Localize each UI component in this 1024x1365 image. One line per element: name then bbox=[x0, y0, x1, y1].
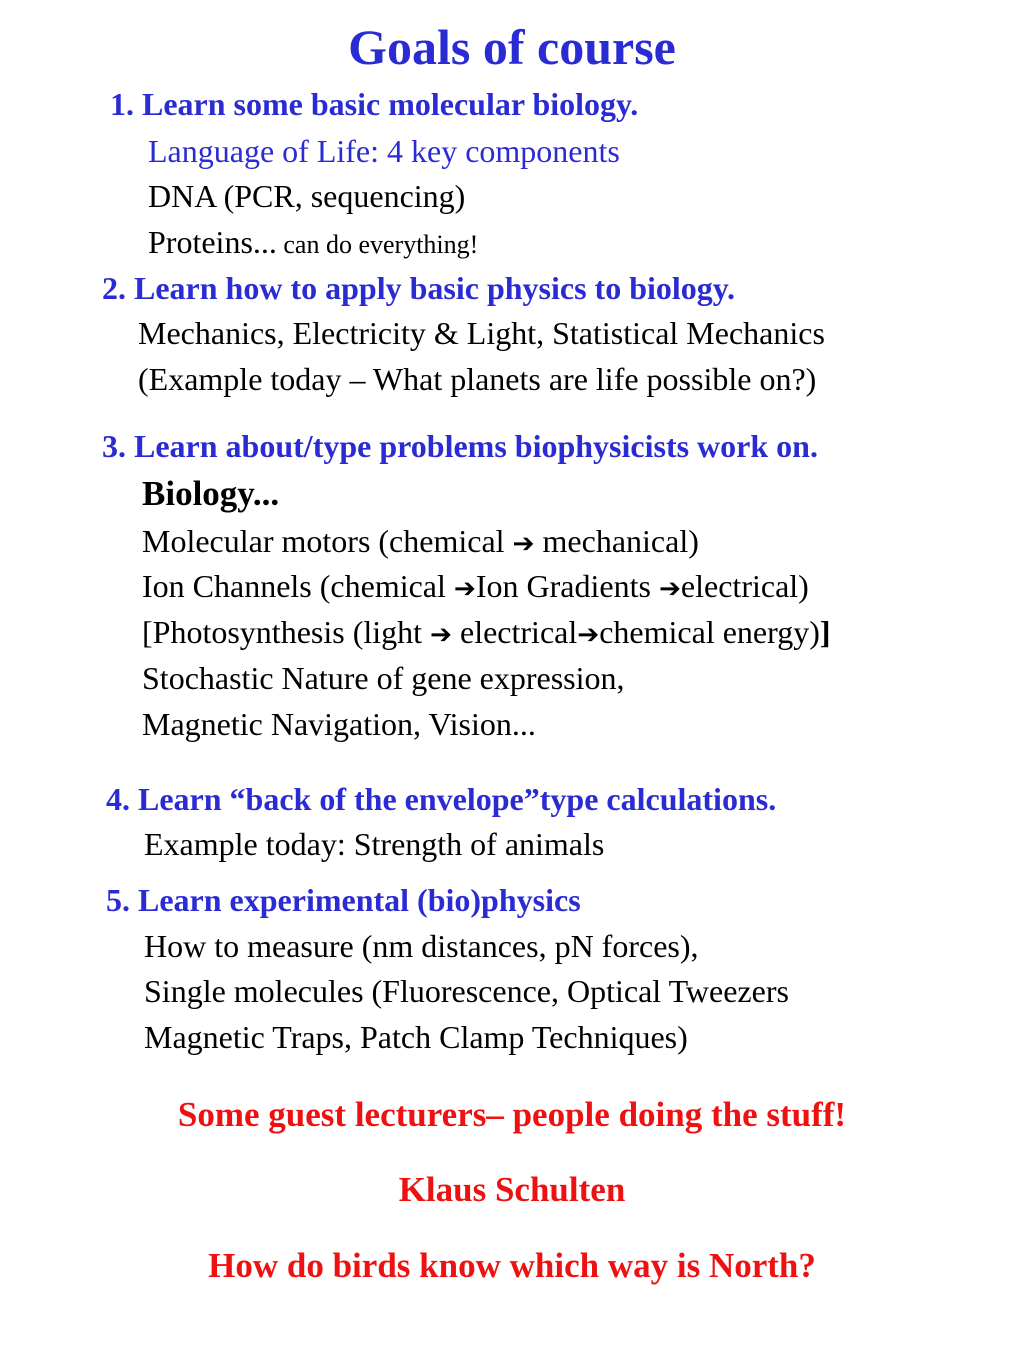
goal-3-line-motors bbox=[142, 525, 699, 557]
goal-1-line-proteins bbox=[148, 226, 478, 258]
ion-text-c: electrical) bbox=[680, 568, 809, 604]
arrow-right-icon: ➔ bbox=[430, 620, 452, 650]
goal-3-line-ion bbox=[142, 570, 809, 602]
ion-text-a: Ion Channels (chemical bbox=[142, 568, 454, 604]
arrow-right-icon: ➔ bbox=[453, 574, 476, 604]
goal-4-line-example: Example today: Strength of animals bbox=[144, 826, 605, 862]
close-quote: ” bbox=[523, 781, 540, 817]
proteins-label: Proteins... bbox=[148, 224, 277, 260]
photo-bracket: ] bbox=[819, 614, 831, 650]
goal-5-line-measure: How to measure (nm distances, pN forces), bbox=[144, 928, 699, 964]
goal-4-heading bbox=[106, 783, 776, 815]
photo-text-b: electrical bbox=[452, 614, 578, 650]
open-quote: “ bbox=[229, 781, 246, 817]
arrow-right-icon: ➔ bbox=[577, 620, 600, 650]
goal-5-line-single-molecules: Single molecules (Fluorescence, Optical Tweezers bbox=[144, 973, 789, 1009]
goal-2-heading: 2. Learn how to apply basic physics to biology. bbox=[102, 270, 735, 306]
goal-3-line-photosynthesis bbox=[142, 616, 831, 648]
goal-3-line-stochastic: Stochastic Nature of gene expression, bbox=[142, 660, 625, 696]
proteins-note: can do everything! bbox=[276, 230, 479, 259]
goal-5-heading: 5. Learn experimental (bio)physics bbox=[106, 882, 581, 918]
goal-3-line-navigation: Magnetic Navigation, Vision... bbox=[142, 706, 536, 742]
arrow-right-icon: ➔ bbox=[512, 529, 535, 559]
goal-1-line-dna: DNA (PCR, sequencing) bbox=[148, 178, 466, 214]
goal-3-subheading: Biology... bbox=[142, 474, 280, 513]
goal-3-heading: 3. Learn about/type problems biophysicists work on. bbox=[102, 428, 818, 464]
arrow-right-icon: ➔ bbox=[658, 574, 681, 604]
goal-1-heading: 1. Learn some basic molecular biology. bbox=[110, 86, 639, 122]
ion-text-b: Ion Gradients bbox=[475, 568, 659, 604]
guest-lecturers-note: Some guest lecturers– people doing the stuff! bbox=[177, 1095, 847, 1134]
motors-text-b: mechanical) bbox=[534, 523, 699, 559]
goal-2-line-mechanics: Mechanics, Electricity & Light, Statistical Mechanics bbox=[138, 315, 825, 351]
motors-text-a: Molecular motors (chemical bbox=[142, 523, 513, 559]
goal-5-line-traps: Magnetic Traps, Patch Clamp Techniques) bbox=[144, 1019, 688, 1055]
lecture-question: How do birds know which way is North? bbox=[208, 1246, 816, 1285]
goal-4-heading-start: 4. Learn bbox=[106, 781, 230, 817]
page-title: Goals of course bbox=[348, 19, 676, 75]
guest-lecturer-name: Klaus Schulten bbox=[398, 1170, 626, 1209]
goal-4-heading-end: type calculations. bbox=[539, 781, 777, 817]
photo-text-a: [Photosynthesis (light bbox=[142, 614, 431, 650]
goal-4-heading-quoted: back of the envelope bbox=[245, 781, 524, 817]
goal-2-line-example: (Example today – What planets are life possible on?) bbox=[138, 361, 817, 397]
goal-1-line-language: Language of Life: 4 key components bbox=[148, 133, 620, 169]
photo-text-c: chemical energy) bbox=[599, 614, 820, 650]
